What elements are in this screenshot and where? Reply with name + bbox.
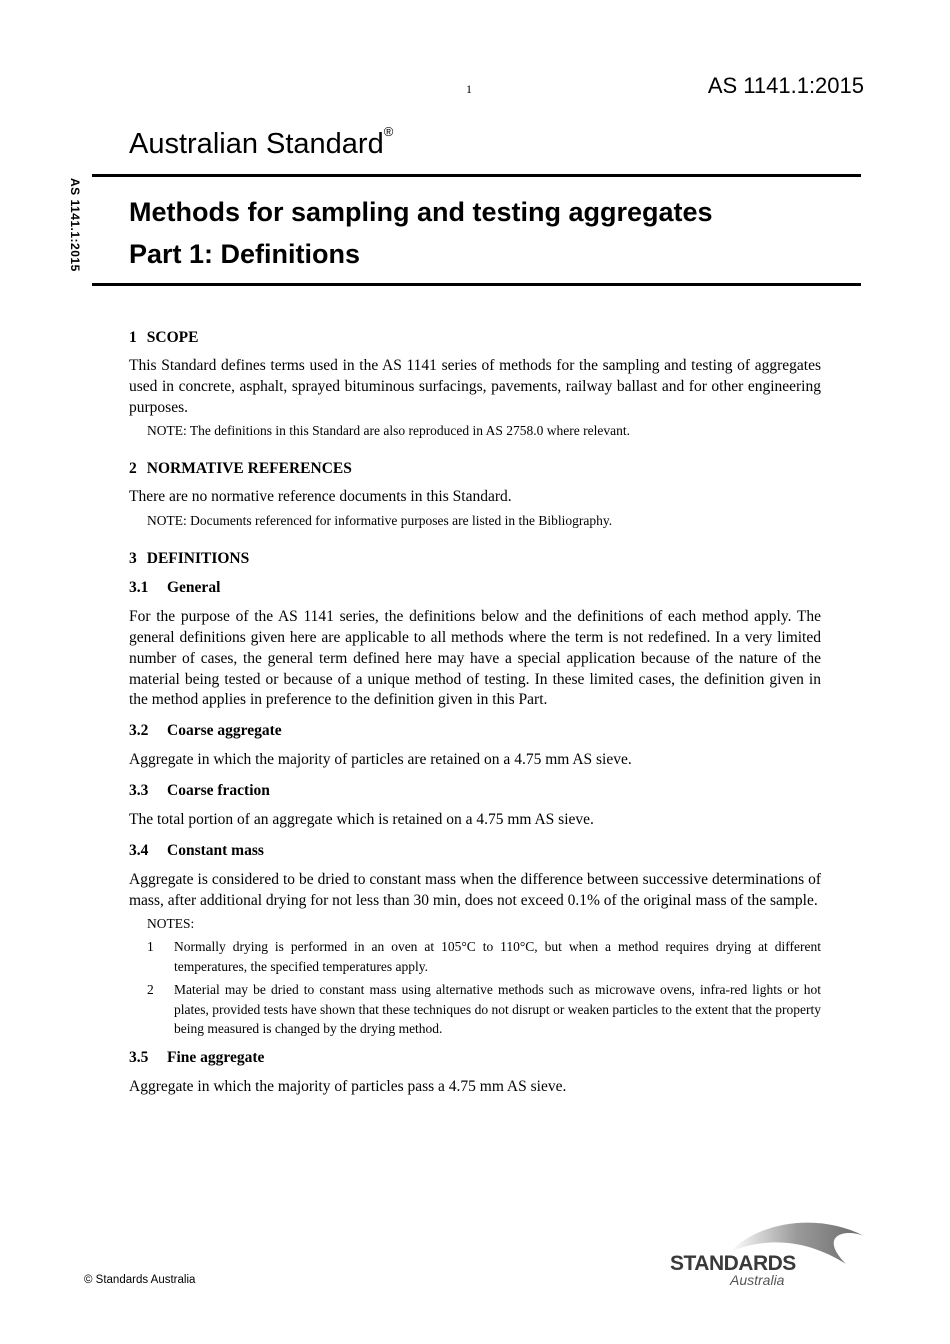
- subsection-heading: [129, 1048, 821, 1068]
- section-title: SCOPE: [146, 329, 199, 346]
- standard-label-text: Australian Standard: [129, 128, 384, 160]
- paragraph: Aggregate in which the majority of particles pass a 4.75 mm AS sieve.: [129, 1077, 567, 1095]
- subsection-title: Fine aggregate: [167, 1048, 265, 1066]
- note-item: [147, 980, 821, 1039]
- subsection-number: 3.1: [129, 579, 149, 597]
- section-heading: [129, 328, 821, 348]
- top-rule: [92, 174, 861, 177]
- section-number: 3: [129, 550, 137, 568]
- subsection-title: General: [167, 579, 221, 597]
- logo-text-australia: Australia: [730, 1272, 785, 1288]
- document-id: AS 1141.1:2015: [707, 73, 864, 98]
- side-document-id: [64, 178, 82, 294]
- bottom-rule: [92, 283, 861, 286]
- document-title: [129, 191, 713, 275]
- notes-list: [147, 937, 821, 1039]
- section-number: 2: [129, 460, 137, 478]
- subsection-title: Constant mass: [167, 841, 264, 859]
- subsection-heading: [129, 781, 821, 801]
- note-number: 2: [147, 982, 154, 998]
- subsection-number: 3.2: [129, 722, 149, 740]
- subsection-number: 3.4: [129, 841, 149, 859]
- section-heading: [129, 459, 821, 479]
- page-number: 1: [466, 82, 472, 96]
- paragraph: For the purpose of the AS 1141 series, the definitions below and the definitions of each method apply. The general definitions given here are applicable to all methods where the term is not redefined. In a very limited number of cases, the general term defined here may have a special application because of the nature of the material being tested or because of a unique method of testing. In these limited cases, the definition given in the method applies in preference to the definition given in this Part.: [129, 608, 821, 709]
- section-number: 1: [129, 329, 137, 346]
- subsection-number: 3.5: [129, 1048, 149, 1066]
- title-line-2: Part 1: Definitions: [129, 239, 361, 269]
- note: NOTE: Documents referenced for informative purposes are listed in the Bibliography.: [147, 513, 613, 529]
- standards-australia-logo: [668, 1214, 868, 1294]
- section-heading: [129, 549, 821, 569]
- note-text: Normally drying is performed in an oven at 105°C to 110°C, but when a method requires drying at different temperatures, the specified temperatures apply.: [174, 939, 821, 974]
- registered-mark: ®: [383, 124, 394, 140]
- subsection-heading: [129, 841, 821, 861]
- notes-heading: NOTES:: [147, 916, 195, 932]
- note-text: Material may be dried to constant mass using alternative methods such as microwave ovens, infra-red lights or hot plates, provided tests have shown that these techniques do not disrupt or weaken particles to the extent that the property being measured is changed by the drying method.: [174, 982, 821, 1037]
- note-number: 1: [147, 939, 154, 955]
- subsection-heading: [129, 578, 821, 598]
- note-item: [147, 937, 821, 976]
- copyright-notice: © Standards Australia: [84, 1274, 196, 1286]
- subsection-title: Coarse aggregate: [167, 722, 282, 740]
- title-line-1: Methods for sampling and testing aggregates: [129, 197, 713, 227]
- section-title: NORMATIVE REFERENCES: [146, 460, 352, 478]
- subsection-heading: [129, 721, 821, 741]
- subsection-number: 3.3: [129, 781, 149, 799]
- note: NOTE: The definitions in this Standard are also reproduced in AS 2758.0 where relevant.: [147, 423, 631, 439]
- subsection-title: Coarse fraction: [167, 781, 270, 799]
- section-title: DEFINITIONS: [146, 550, 250, 568]
- side-document-id-text: AS 1141.1:2015: [68, 178, 82, 272]
- paragraph: This Standard defines terms used in the AS 1141 series of methods for the sampling and testing of aggregates used in concrete, asphalt, sprayed bituminous surfacings, pavements, railway ballast and for other engineering purposes.: [129, 357, 821, 416]
- paragraph: Aggregate is considered to be dried to constant mass when the difference between successive determinations of mass, after additional drying for not less than 30 min, does not exceed 0.1% of the original mass of the sample.: [129, 870, 821, 909]
- paragraph: There are no normative reference documents in this Standard.: [129, 488, 512, 506]
- logo-text-standards: STANDARDS: [670, 1252, 796, 1275]
- paragraph: Aggregate in which the majority of particles are retained on a 4.75 mm AS sieve.: [129, 751, 632, 769]
- standard-label: [129, 124, 394, 161]
- document-body: [129, 328, 821, 1108]
- paragraph: The total portion of an aggregate which is retained on a 4.75 mm AS sieve.: [129, 810, 594, 828]
